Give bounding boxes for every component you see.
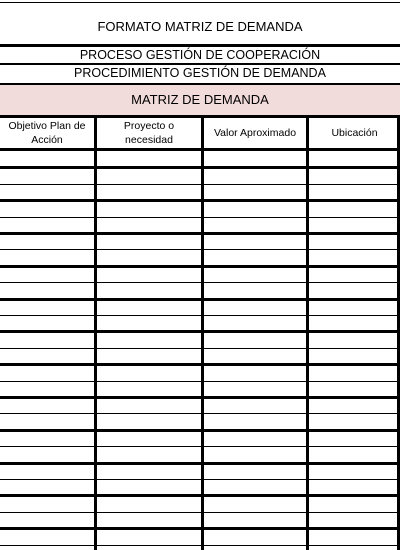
column-divider-3 — [306, 118, 309, 550]
table-row — [0, 512, 400, 513]
column-header-objective-line2: Acción — [31, 134, 63, 146]
table-row — [0, 527, 400, 530]
table-row — [0, 217, 400, 218]
table-row — [0, 166, 400, 169]
process-name: PROCESO GESTIÓN DE COOPERACIÓN — [79, 48, 321, 62]
table-row — [0, 462, 400, 465]
table-row — [0, 199, 400, 202]
table-row — [0, 494, 400, 497]
table-row — [0, 315, 400, 316]
table-row — [0, 265, 400, 268]
table-row — [0, 381, 400, 382]
column-header-value-line1: Valor Aproximado — [213, 127, 297, 139]
table-row — [0, 282, 400, 283]
column-header-objective-line1: Objetivo Plan de — [8, 120, 86, 132]
table-row — [0, 184, 400, 185]
table-row — [0, 413, 400, 414]
column-header-objective — [0, 118, 94, 148]
column-header-location-line1: Ubicación — [331, 127, 378, 139]
table-row — [0, 232, 400, 235]
table-row — [0, 249, 400, 250]
column-divider-1 — [94, 118, 97, 550]
header-rule — [0, 148, 400, 151]
table-row — [0, 348, 400, 349]
table-row — [0, 298, 400, 301]
column-divider-2 — [201, 118, 204, 550]
table-row — [0, 363, 400, 366]
table-row — [0, 330, 400, 333]
section-title: MATRIZ DE DEMANDA — [131, 92, 269, 107]
table-row — [0, 446, 400, 447]
table-row — [0, 479, 400, 480]
top-rule — [0, 2, 400, 3]
form-title: FORMATO MATRIZ DE DEMANDA — [97, 19, 303, 34]
column-header-project — [97, 118, 201, 148]
column-header-location — [309, 118, 400, 148]
column-header-value — [204, 118, 306, 148]
column-header-project-line2: necesidad — [125, 134, 173, 146]
column-header-project-line1: Proyecto o — [123, 120, 175, 132]
table-row — [0, 396, 400, 399]
table-row — [0, 545, 400, 546]
procedure-name: PROCEDIMIENTO GESTIÓN DE DEMANDA — [74, 66, 326, 80]
table-row — [0, 429, 400, 432]
